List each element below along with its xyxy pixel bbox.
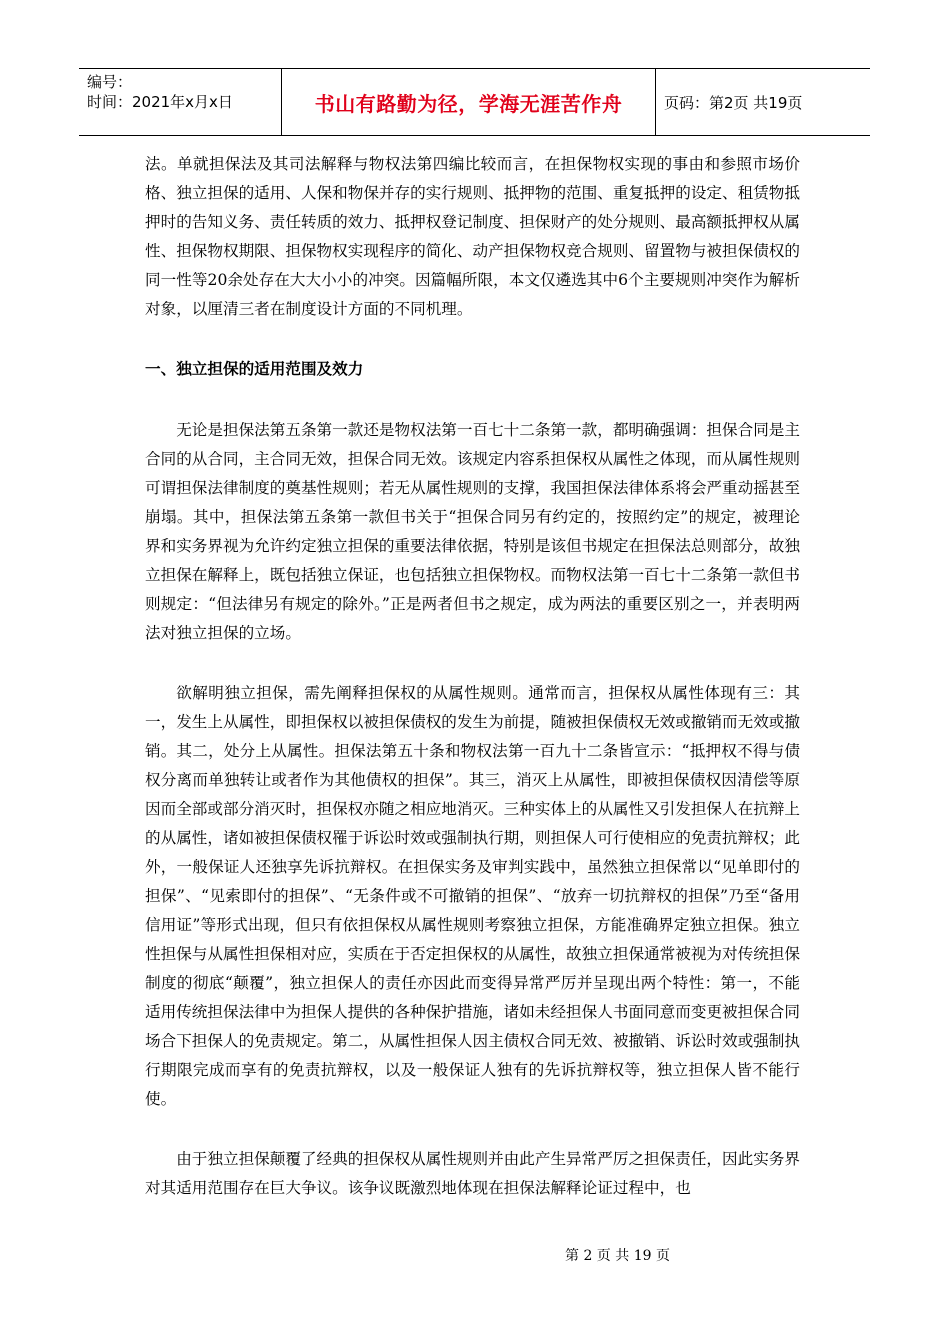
- footer-page-number: 第 2 页 共 19 页: [565, 1248, 670, 1264]
- paragraph-1: 无论是担保法第五条第一款还是物权法第一百七十二条第一款，都明确强调：担保合同是主合同的从合同，主合同无效，担保合同无效。该规定内容系担保权从属性之体现，而从属性规则可谓担保法律制度的奠基性规则；若无从属性规则的支撑，我国担保法律体系将会严重动摇甚至崩塌。其中，担保法第五条第一款但书关于“担保合同另有约定的，按照约定”的规定，被理论界和实务界视为允许约定独立担保的重要法律依据，特别是该但书规定在担保法总则部分，故独立担保在解释上，既包括独立保证，也包括独立担保物权。而物权法第一百七十二条第一款但书则规定：“但法律另有规定的除外。”正是两者但书之规定，成为两法的重要区别之一，并表明两法对独立担保的立场。: [145, 421, 800, 642]
- document-number-label: 编号：: [87, 73, 133, 91]
- section-title: 一、独立担保的适用范围及效力: [145, 360, 364, 378]
- paragraph-intro: 法。单就担保法及其司法解释与物权法第四编比较而言，在担保物权实现的事由和参照市场价格、独立担保的适用、人保和物保并存的实行规则、抵押物的范围、重复抵押的设定、租赁物抵押时的告知义务、责任转质的效力、抵押权登记制度、担保财产的处分规则、最高额抵押权从属性、担保物权期限、担保物权实现程序的简化、动产担保物权竞合规则、留置物与被担保债权的同一性等20余处存在大大小小的冲突。因篇幅所限，本文仅遴选其中6个主要规则冲突作为解析对象，以厘清三者在制度设计方面的不同机理。: [145, 155, 800, 318]
- paragraph-2: 欲解明独立担保，需先阐释担保权的从属性规则。通常而言，担保权从属性体现有三：其一，发生上从属性，即担保权以被担保债权的发生为前提，随被担保债权无效或撤销而无效或撤销。其二，处分上从属性。担保法第五十条和物权法第一百九十二条皆宣示：“抵押权不得与债权分离而单独转让或者作为其他债权的担保”。其三，消灭上从属性，即被担保债权因清偿等原因而全部或部分消灭时，担保权亦随之相应地消灭。三种实体上的从属性又引发担保人在抗辩上的从属性，诸如被担保债权罹于诉讼时效或强制执行期，则担保人可行使相应的免责抗辩权；此外，一般保证人还独享先诉抗辩权。在担保实务及审判实践中，虽然独立担保常以“见单即付的担保”、“见索即付的担保”、“无条件或不可撤销的担保”、“放弃一切抗辩权的担保”乃至“备用信用证”等形式出现，但只有依担保权从属性规则考察独立担保，方能准确界定独立担保。独立性担保与从属性担保相对应，实质在于否定担保权的从属性，故独立担保通常被视为对传统担保制度的彻底“颠覆”，独立担保人的责任亦因此而变得异常严厉并呈现出两个特性：第一，不能适用传统担保法律中为担保人提供的各种保护措施，诸如未经担保人书面同意而变更被担保合同场合下担保人的免责规定。第二，从属性担保人因主债权合同无效、被撤销、诉讼时效或强制执行期限完成而享有的免责抗辩权，以及一般保证人独有的先诉抗辩权等，独立担保人皆不能行使。: [145, 684, 800, 1108]
- document-time-label: 时间：2021年x月x日: [87, 93, 233, 111]
- document-body: [145, 150, 800, 1203]
- document-header: [79, 68, 870, 136]
- header-page-info: 页码：第2页 共19页: [664, 93, 803, 112]
- header-motto: 书山有路勤为径，学海无涯苦作舟: [281, 69, 656, 135]
- header-meta: [79, 69, 281, 135]
- paragraph-3: 由于独立担保颠覆了经典的担保权从属性规则并由此产生异常严厉之担保责任，因此实务界对其适用范围存在巨大争议。该争议既激烈地体现在担保法解释论证过程中，也: [145, 1150, 800, 1197]
